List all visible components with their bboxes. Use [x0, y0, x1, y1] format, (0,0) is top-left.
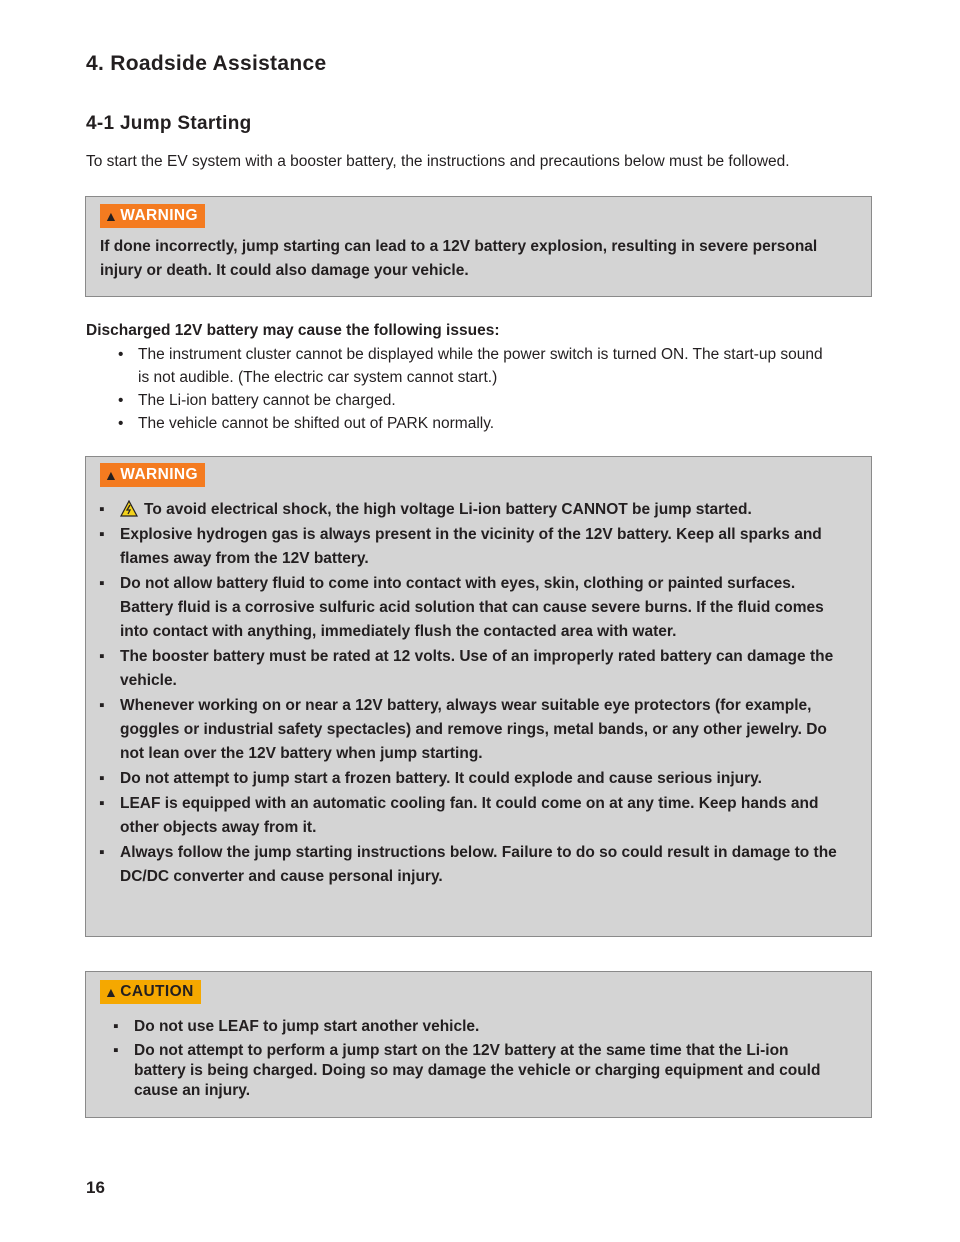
list-item: ▪ To avoid electrical shock, the high voltage Li-ion battery CANNOT be jump started. — [99, 501, 752, 518]
warning-list — [90, 498, 845, 889]
warning-triangle-icon: ▲ — [104, 984, 119, 1000]
page-number: 16 — [86, 1178, 105, 1197]
section-heading: 4. Roadside Assistance — [86, 52, 327, 75]
warning-triangle-icon: ▲ — [104, 208, 119, 224]
caution-badge-label: CAUTION — [120, 983, 194, 1000]
caution-badge — [100, 980, 201, 1004]
high-voltage-icon — [120, 500, 138, 517]
list-item: ▪ Do not attempt to jump start a frozen battery. It could explode and cause serious injury. — [99, 770, 762, 787]
list-item: ▪ Whenever working on or near a 12V battery, always wear suitable eye protectors (for example, goggles or industrial safety spectacles) and remove rings, metal bands, or any other jewelry. Do not lean over the 12V battery when jump starting. — [99, 697, 827, 762]
list-item: ▪ The booster battery must be rated at 12 volts. Use of an improperly rated battery can damage the vehicle. — [99, 648, 834, 689]
caution-list — [104, 1016, 824, 1101]
list-item: ▪ Do not attempt to perform a jump start on the 12V battery at the same time that the Li-ion battery is being charged. Doing so may damage the vehicle or charging equipment and could cause an injury. — [113, 1042, 821, 1099]
warning-badge-label: WARNING — [120, 207, 198, 224]
caution-box — [85, 971, 872, 1118]
intro-paragraph: To start the EV system with a booster battery, the instructions and precautions below must be followed. — [86, 153, 790, 170]
warning-badge-label: WARNING — [120, 466, 198, 483]
warning-triangle-icon: ▲ — [104, 467, 119, 483]
list-item: • The Li-ion battery cannot be charged. — [118, 392, 396, 409]
list-item: ▪ Do not use LEAF to jump start another vehicle. — [113, 1018, 480, 1035]
warning-badge — [100, 463, 205, 487]
warning-box-precautions — [85, 456, 872, 937]
list-item: ▪ LEAF is equipped with an automatic cooling fan. It could come on at any time. Keep hands and other objects away from it. — [99, 795, 819, 836]
issues-heading: Discharged 12V battery may cause the following issues: — [86, 322, 500, 339]
subsection-heading: 4-1 Jump Starting — [86, 113, 252, 134]
list-item: • The vehicle cannot be shifted out of PARK normally. — [118, 415, 495, 432]
issues-list — [112, 343, 832, 435]
list-item: ▪ Explosive hydrogen gas is always present in the vicinity of the 12V battery. Keep all sparks and flames away from the 12V battery. — [99, 526, 822, 567]
warning-box-explosion — [85, 196, 872, 297]
warning-text: If done incorrectly, jump starting can lead to a 12V battery explosion, resulting in severe personal injury or death. It could also damage your vehicle. — [100, 238, 818, 279]
warning-badge — [100, 204, 205, 228]
list-item: • The instrument cluster cannot be displayed while the power switch is turned ON. The start-up sound is not audible. (The electric car system cannot start.) — [118, 346, 823, 386]
list-item: ▪ Always follow the jump starting instructions below. Failure to do so could result in damage to the DC/DC converter and cause personal injury. — [99, 844, 837, 885]
list-item: ▪ Do not allow battery fluid to come into contact with eyes, skin, clothing or painted surfaces. Battery fluid is a corrosive sulfuric acid solution that can cause severe burns. If the fluid comes into contact with anything, immediately flush the contacted area with water. — [99, 575, 824, 640]
